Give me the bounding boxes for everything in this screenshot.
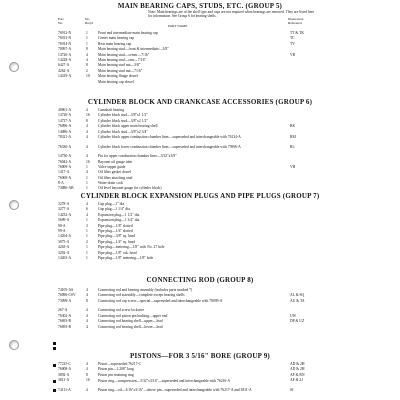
punch-hole [9, 340, 19, 350]
table-row: 76302-A 4 Connecting rod piston pin bushing—upper end UW [58, 313, 297, 318]
table-row: 98-A 3 Pipe plug—1/8" slotted [58, 223, 133, 228]
table-row: 76914-N 1 Rear main bearing cap TV [58, 41, 295, 46]
section-title-expansion-plugs: CYLINDER BLOCK EXPANSION PLUGS AND PIPE PLUGS (GROUP 7) [80, 192, 320, 200]
table-row: 76912-N 1 Front and intermediate main bearing cap TT & TK [58, 31, 304, 35]
table-row: 14726-A 4 Main bearing stud—center—7/16" VB [58, 52, 296, 57]
table-row: 74086-AB 1 Oil level bayonet gauge (in cylinder block) [58, 186, 162, 191]
table-row: 14263-A 1 Pipe plug—1/8" metering—1/8" hole [58, 255, 154, 260]
table-row: 3892-A 8 Piston pin retaining ring AF & RN [58, 372, 305, 377]
table-row: 73099-A 8 Connecting rod cap screw—special—superseded and interchangeable with 78099-A AU & TA [58, 298, 305, 304]
table-row: 76330-A 4 Cylinder block lower combustion chamber liner—superseded and interchangeable with 75996-A RL [58, 144, 295, 150]
table-row: 78097-A 8 Main bearing stud—front & intermediate—3/8" [58, 47, 169, 52]
table-row: 14264-A 1 Pipe plug—3/8" sq. head [58, 234, 135, 239]
table-row: 14726-A 16 Cylinder block stud—3/8"x1 1/2" [58, 113, 148, 118]
table-row: 14228-A 4 Main bearing stud—rear—7/16" [58, 57, 146, 62]
punch-hole [9, 62, 19, 72]
table-row: 76096-A 4 Cylinder block upper main bearing shell RK [58, 124, 296, 129]
table-row: 4263-A 1 Pipe plug—metering—1/8" with No. 27 hole [58, 245, 165, 250]
table-row: 3292-A 1 Pipe plug—1/8" csk. head [58, 250, 137, 255]
table-row: 78321-A 4 Cylinder block upper combustion chamber liner—superseded and interchangeable with 76134-A RM [58, 134, 296, 140]
bullet-marker [53, 347, 56, 350]
table-row: 74111-A 4 Piston ring—oil—3/16"x3/16"—above pin—superseded and interchangeable with 76217-A and 3811-A SJ [58, 387, 294, 393]
table-row: 14419-A 10 Main bearing flange dowel [58, 74, 138, 79]
col-header-qty: No. Req'd [85, 17, 94, 25]
table-row: 267-A 4 Connecting rod screw lockwire [58, 308, 145, 313]
bullet-marker [53, 364, 56, 367]
bullet-marker [53, 380, 56, 383]
col-header-part-no: Part No. [58, 17, 64, 25]
table-row: 76693-B 4 Connecting rod bearing shell—upper—lead DP & UZ [58, 319, 305, 324]
table-row: 4262-A 2 Main bearing stud nut—7/16" [58, 68, 143, 73]
table-row: 14086-A 4 Cylinder block stud—3/8"x2 3/4" [58, 129, 148, 134]
table-row: 40861-A 4 Camshaft bearing [58, 108, 125, 112]
table-row: 14730-A 4 Pin for upper combustion chamber liner—3/32"x3/8" [58, 154, 177, 159]
table-row: 76069-A 1 Oil filter attaching stud [58, 175, 133, 180]
table-row: 76096-CSV 4 Connecting rod assembly—complete except bearing shells AL & SQ [58, 293, 305, 298]
bullet-marker [53, 389, 56, 392]
section-title-connecting-rod: CONNECTING ROD (GROUP 8) [146, 276, 254, 284]
table-row: 76009-A 1 Valve tappet guide VH [58, 164, 296, 169]
section-note: Note: Main bearings are of the shell type and caps are not required when bearings are renewed. They are listed here for information. See Group 6 for bearing shells. [148, 10, 315, 19]
table-row: 3277-A 6 Cup plug—1 1/4" dia. [58, 207, 131, 212]
table-row: 3811-A 16 Piston ring—compression—3/32"x3/16"—superseded and interchangeable with 76216-A AF & 2J [58, 378, 303, 383]
section-title-pistons: PISTONS—FOR 3 5/16" BORE (GROUP 9) [130, 352, 270, 360]
table-row: 3278-A 4 Cup plug—1" dia. [58, 202, 126, 206]
table-row: 1417-A 4 Oil filter gasket dowel [58, 170, 132, 175]
section-title-main-bearing: MAIN BEARING CAPS, STUDS, ETC. (GROUP 5) [117, 2, 283, 10]
parts-list-connecting-rod [58, 288, 318, 330]
parts-list-expansion-plugs [58, 202, 318, 261]
table-row: 76693-B 4 Connecting rod bearing shell—lower—lead [58, 324, 163, 329]
parts-list-cylinder-block [58, 108, 318, 192]
table-row: 76042-A 16 Bayonet oil gauge tube [58, 159, 133, 164]
table-row: 14727-A 8 Cylinder block stud—3/8"x2 1/2" [58, 118, 148, 123]
table-row: 14232-A 4 Expansion plug—1 1/2" dia. [58, 212, 141, 217]
table-row: 6427-A 8 Main bearing stud nut—3/8" [58, 63, 141, 68]
table-row: 76913-N 1 Center main bearing cap TC [58, 36, 295, 41]
table-row: Main bearing cap dowel [98, 79, 134, 84]
table-row: 99-A 1 Pipe plug—1/4" slotted [58, 228, 133, 233]
punch-hole [9, 200, 19, 210]
table-row: 76008-A 4 Piston pin—1.208" long AD & 2H [58, 367, 305, 372]
col-header-part-name: PART NAME [168, 24, 188, 28]
table-row: 74105-AS 4 Connecting rod and bearing assembly (includes parts marked *) [58, 288, 193, 292]
table-row: 77215-C 4 Piston—superseded 76217-C AD & 2H [58, 362, 305, 366]
col-header-illustration-ref: Illustration Reference [288, 17, 304, 25]
parts-list-main-bearing [58, 31, 318, 85]
table-row: 5609-A 1 Expansion plug—1 3/4" dia. [58, 218, 141, 223]
section-title-cylinder-block: CYLINDER BLOCK AND CRANKCASE ACCESSORIES (GROUP 6) [87, 98, 313, 106]
parts-list-pistons [58, 362, 318, 397]
table-row: 3075-A 2 Pipe plug—1/4" sq. head [58, 239, 135, 244]
bullet-marker [53, 342, 56, 345]
table-row: 8-A 1 Water drain cock [58, 181, 124, 186]
